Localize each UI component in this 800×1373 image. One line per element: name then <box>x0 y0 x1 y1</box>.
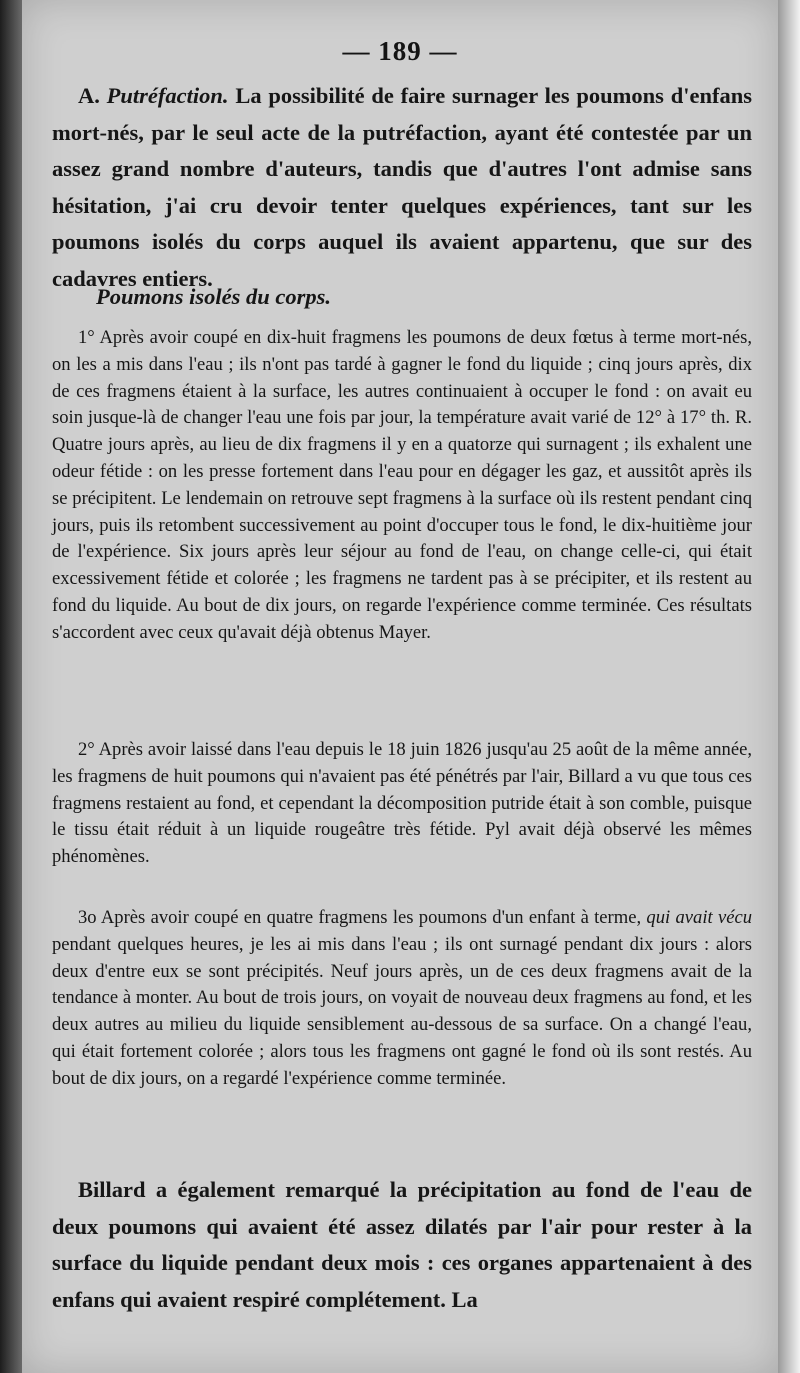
page-number: — 189 — <box>342 36 458 66</box>
experiment-1-text: 1° Après avoir coupé en dix-huit fragmens les poumons de deux fœtus à terme mort-nés, on les a mis dans l'eau ; ils n'ont pas tardé à gagner le fond du liquide ; cinq jours après, dix de ces fragmens étaient à la surface, les autres continuaient à occuper le fond : on avait eu soin jusque-là de changer l'eau une fois par jour, la température avait varié de 12° à 17° th. R. Quatre jours après, au lieu de dix fragmens il y en a quatorze qui surnagent ; ils exhalent une odeur fétide : on les presse fortement dans l'eau pour en dégager les gaz, et aussitôt après ils se précipitent. Le lendemain on retrouve sept fragmens à la surface où ils restent pendant cinq jours, puis ils retombent successivement au point d'occuper tous le fond, le dix-huitième jour de l'expérience. Six jours après leur séjour au fond de l'eau, on change celle-ci, qui était excessivement fétide et colorée ; les fragmens ne tardent pas à se précipiter, et ils restent au fond du liquide. Au bout de dix jours, on regarde l'expérience comme terminée. Ces résultats s'accordent avec ceux qu'avait déjà obtenus Mayer. <box>52 327 752 643</box>
closing-paragraph <box>52 1172 752 1318</box>
section-a-paragraph <box>52 78 752 297</box>
scan-left-edge <box>0 0 22 1373</box>
experiment-3-paragraph <box>52 905 752 1093</box>
experiment-3-italic: qui avait vécu <box>646 907 753 928</box>
experiment-1-paragraph <box>52 325 752 647</box>
scan-right-edge <box>778 0 800 1373</box>
experiment-3-text-start: 3o Après avoir coupé en quatre fragmens les poumons d'un enfant à terme, <box>78 907 642 928</box>
experiment-2-text: 2° Après avoir laissé dans l'eau depuis le 18 juin 1826 jusqu'au 25 août de la même année, les fragmens de huit poumons qui n'avaient pas été pénétrés par l'air, Billard a vu que tous ces fragmens restaient au fond, et cependant la décomposition putride était à son comble, puisque le tissu était réduit à un liquide rougeâtre très fétide. Pyl avait déjà observé les mêmes phénomènes. <box>52 739 752 868</box>
section-a-text: La possibilité de faire surnager les poumons d'enfans mort-nés, par le seul acte de la putréfaction, ayant été contestée par un assez grand nombre d'auteurs, tandis que d'autres l'ont admise sans hésitation, j'ai cru devoir tenter quelques expériences, tant sur les poumons isolés du corps auquel ils avaient appartenu, que sur des cadavres entiers. <box>52 83 752 291</box>
experiment-3-text-end: pendant quelques heures, je les ai mis dans l'eau ; ils ont surnagé pendant dix jours : alors deux d'entre eux se sont précipités. Neuf jours après, un de ces deux fragmens avait de la tendance à monter. Au bout de trois jours, on voyait de nouveau deux fragmens au fond, et les deux autres au milieu du liquide sensiblement au-dessous de sa surface. On a changé l'eau, qui était fortement colorée ; alors tous les fragmens ont gagné le fond où ils sont restés. Au bout de dix jours, on a regardé l'expérience comme terminée. <box>52 933 752 1089</box>
subheading: Poumons isolés du corps. <box>96 284 332 309</box>
closing-text: Billard a également remarqué la précipitation au fond de l'eau de deux poumons qui avaient été assez dilatés par l'air pour rester à la surface du liquide pendant deux mois : ces organes appartenaient à des enfans qui avaient respiré complétement. La <box>52 1177 752 1312</box>
section-a-title: Putréfaction. <box>106 83 229 108</box>
book-page <box>22 0 778 1373</box>
section-a-label: A. <box>78 83 100 108</box>
experiment-2-paragraph <box>52 737 752 871</box>
